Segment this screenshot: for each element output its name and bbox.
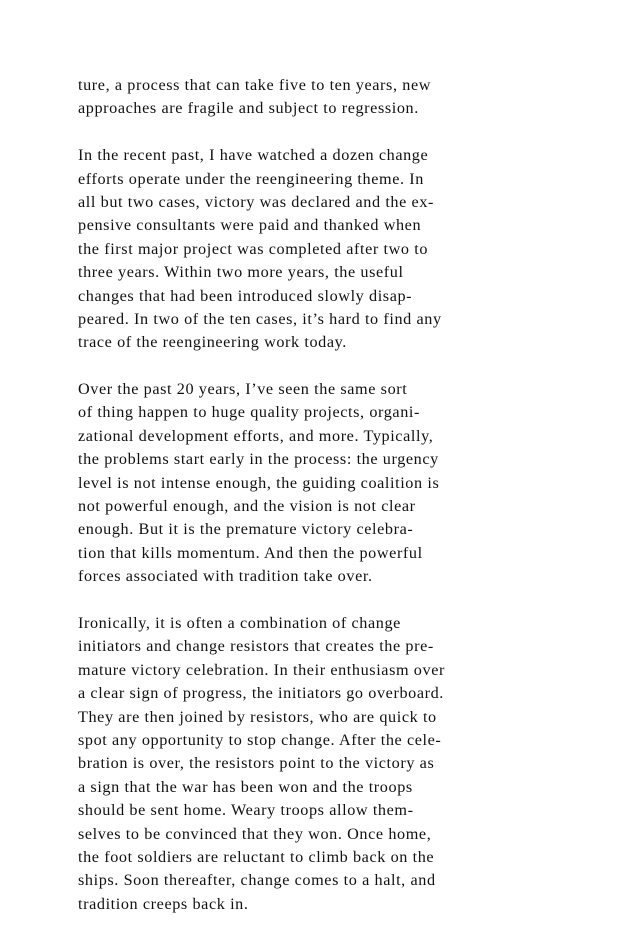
text-line: not powerful enough, and the vision is not clear [78, 497, 416, 516]
text-line: bration is over, the resistors point to the victory as [78, 754, 435, 773]
text-line: all but two cases, victory was declared and the ex- [78, 192, 435, 211]
paragraph-1 [78, 74, 598, 121]
text-line: the first major project was completed after two to [78, 239, 429, 258]
text-line: efforts operate under the reengineering theme. In [78, 169, 424, 188]
text-line: ture, a process that can take five to ten years, new [78, 76, 432, 94]
text-line: selves to be convinced that they won. Once home, [78, 824, 432, 843]
text-line: zational development efforts, and more. Typically, [78, 426, 434, 445]
body-text [78, 74, 598, 939]
text-line: Over the past 20 years, I’ve seen the same sort [78, 380, 408, 399]
text-line: tion that kills momentum. And then the powerful [78, 543, 423, 562]
paragraph-2 [78, 144, 598, 355]
text-line: level is not intense enough, the guiding coalition is [78, 473, 440, 492]
paragraph-3 [78, 378, 598, 589]
text-line: In the recent past, I have watched a dozen change [78, 146, 429, 165]
text-line: initiators and change resistors that creates the pre- [78, 637, 434, 656]
text-line: three years. Within two more years, the useful [78, 263, 404, 282]
paragraph-4 [78, 612, 598, 916]
text-line: the foot soldiers are reluctant to climb back on the [78, 847, 435, 866]
text-line: peared. In two of the ten cases, it’s hard to find any [78, 309, 442, 328]
text-line: Ironically, it is often a combination of change [78, 613, 401, 632]
text-line: changes that had been introduced slowly disap- [78, 286, 413, 305]
text-line: a sign that the war has been won and the troops [78, 777, 413, 796]
text-line: tradition creeps back in. [78, 894, 249, 913]
text-line: approaches are fragile and subject to regression. [78, 99, 419, 118]
text-line: should be sent home. Weary troops allow them- [78, 801, 414, 820]
text-line: a clear sign of progress, the initiators go overboard. [78, 684, 444, 703]
text-line: mature victory celebration. In their enthusiasm over [78, 660, 445, 679]
text-line: spot any opportunity to stop change. After the cele- [78, 730, 442, 749]
text-line: They are then joined by resistors, who are quick to [78, 707, 437, 726]
text-line: enough. But it is the premature victory celebra- [78, 520, 414, 539]
text-line: of thing happen to huge quality projects, organi- [78, 403, 420, 422]
text-line: trace of the reengineering work today. [78, 333, 347, 352]
text-line: forces associated with tradition take over. [78, 567, 373, 586]
text-line: the problems start early in the process: the urgency [78, 450, 439, 469]
text-line: pensive consultants were paid and thanked when [78, 216, 422, 235]
text-line: ships. Soon thereafter, change comes to a halt, and [78, 871, 436, 890]
